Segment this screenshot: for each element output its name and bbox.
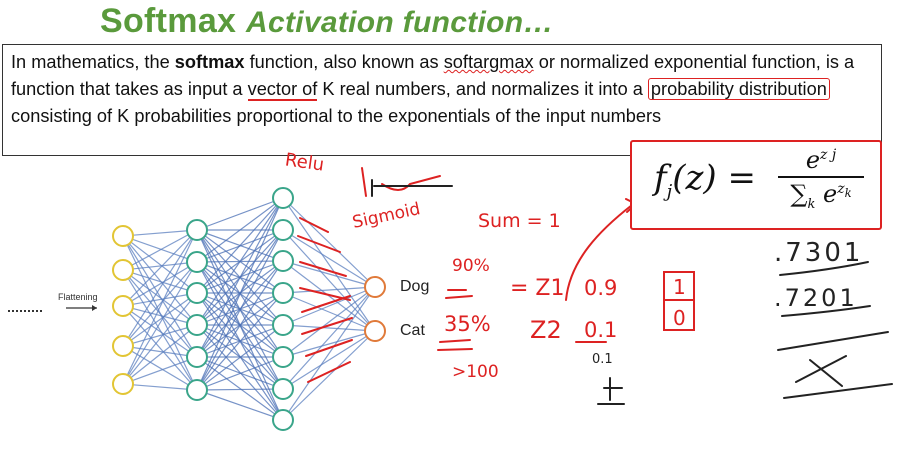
annotation-relu: Relu [283,149,326,176]
annotation-p-sub: 0.1 [592,352,613,367]
hidden-neuron [273,379,293,399]
softmax-formula-box [630,140,882,230]
handwriting-stroke [382,176,440,190]
hidden-neuron [273,315,293,335]
connection-line [283,331,375,389]
hidden-neuron [187,380,207,400]
handwriting-stroke [778,332,888,350]
hidden-neuron [273,283,293,303]
def-part: or normalized exponential function, is a function that takes as input a [11,52,855,99]
output-neuron [365,277,385,297]
hidden-neuron [187,315,207,335]
connection-line [283,230,375,287]
hidden-neuron [273,410,293,430]
title-bold: Softmax [100,2,237,40]
flatten-arrowhead [92,305,97,311]
formula-lhs: $f_j(z)$ = [654,158,756,202]
connection-line [197,198,283,390]
input-neuron [113,336,133,356]
hidden-neuron [273,251,293,271]
def-part: consisting of K probabilities proportional to the exponentials of the input numbers [11,106,662,126]
def-part: K real numbers, and normalizes it into a [317,79,648,99]
handwriting-stroke [300,218,328,232]
handwriting-stroke [440,340,470,342]
annotation-right-val2: .7201 [774,284,858,312]
handwriting-stroke [446,296,472,298]
annotation-z1: = Z1 [510,276,565,301]
annotation-onehot-top: 1 [673,275,686,299]
hidden-neuron [187,252,207,272]
hidden-neuron [187,283,207,303]
annotation-z2: Z2 [530,316,562,344]
output-neuron [365,321,385,341]
formula-denominator: $\sum_k$ $e^{z_k}$ [790,180,852,212]
annotation-sum: Sum = 1 [478,210,561,232]
flattening-label: Flattening [58,292,98,302]
connection-line [197,198,283,357]
connection-line [123,270,197,293]
def-part: In mathematics, the [11,52,175,72]
connection-line [197,198,283,230]
connection-line [283,230,375,331]
annotation-cat-pct: 35% [444,312,491,336]
formula-fraction [778,146,864,212]
handwriting-stroke [438,349,472,350]
formula-numerator: $e^{z j}$ [778,146,864,178]
def-part: function, also known as [244,52,444,72]
hidden-neuron [273,188,293,208]
def-softargmax: softargmax [443,52,534,72]
annotation-p-cat: 0.1 [584,318,618,342]
def-probability-distribution: probability distribution [648,78,830,100]
connection-line [197,389,283,390]
annotation-total: >100 [452,362,499,382]
connection-line [123,270,197,325]
def-vector-of: vector of [247,79,318,99]
title-italic: Activation function… [246,6,554,39]
handwriting-stroke [784,384,892,398]
annotation-dog-pct: 90% [452,256,490,276]
annotation-sigmoid: Sigmoid [350,199,423,233]
output-label-cat: Cat [400,322,425,339]
input-neuron [113,226,133,246]
hidden-neuron [187,347,207,367]
annotation-p-dog: 0.9 [584,276,618,300]
input-neuron [113,260,133,280]
input-neuron [113,374,133,394]
hidden-neuron [273,347,293,367]
connection-line [283,287,375,357]
annotation-onehot-bottom: 0 [673,306,686,330]
connection-line [123,230,197,236]
output-label-dog: Dog [400,278,430,295]
hidden-neuron [187,220,207,240]
annotation-right-val1: .7301 [774,238,864,268]
def-softmax: softmax [174,52,245,72]
handwriting-stroke [308,362,350,382]
hidden-neuron [273,220,293,240]
input-neuron [113,296,133,316]
connection-line [123,384,197,390]
handwriting-stroke [362,168,366,196]
